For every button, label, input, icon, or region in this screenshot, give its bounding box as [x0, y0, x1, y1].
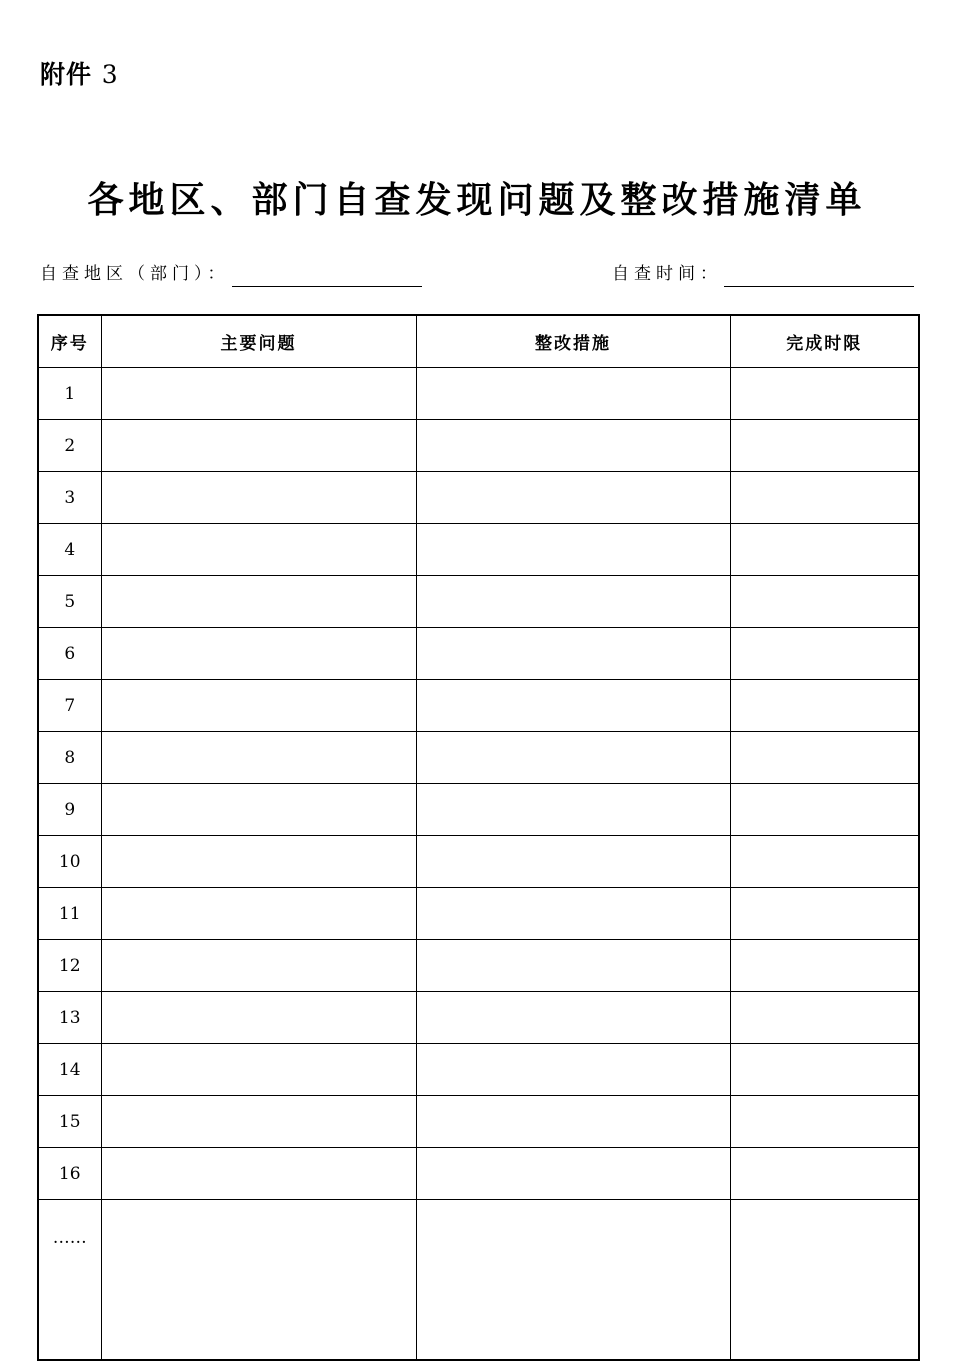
measure-cell[interactable]: [416, 1044, 730, 1096]
measure-cell[interactable]: [416, 368, 730, 420]
table-row: [38, 420, 919, 472]
table-row: [38, 940, 919, 992]
issue-cell[interactable]: [101, 680, 416, 732]
seq-cell: 11: [38, 888, 101, 940]
deadline-cell[interactable]: [730, 524, 919, 576]
region-label: 自查地区（部门）：: [40, 264, 230, 284]
measure-cell[interactable]: [416, 680, 730, 732]
header-deadline: 完成时限: [730, 315, 919, 368]
seq-cell: 15: [38, 1096, 101, 1148]
attachment-number: 3: [101, 60, 119, 89]
region-field: [40, 262, 422, 288]
seq-cell: 6: [38, 628, 101, 680]
table-row: [38, 576, 919, 628]
measure-cell[interactable]: [416, 1096, 730, 1148]
measure-cell[interactable]: [416, 836, 730, 888]
issue-cell[interactable]: [101, 836, 416, 888]
deadline-cell[interactable]: [730, 1148, 919, 1200]
measure-cell[interactable]: [416, 1200, 730, 1361]
deadline-cell[interactable]: [730, 1096, 919, 1148]
measure-cell[interactable]: [416, 888, 730, 940]
deadline-cell[interactable]: [730, 368, 919, 420]
issue-cell[interactable]: [101, 576, 416, 628]
document-title: 各地区、部门自查发现问题及整改措施清单: [87, 179, 867, 221]
issue-cell[interactable]: [101, 472, 416, 524]
measure-cell[interactable]: [416, 1148, 730, 1200]
table-row: [38, 784, 919, 836]
table-row: [38, 992, 919, 1044]
issue-cell[interactable]: [101, 940, 416, 992]
seq-cell: 9: [38, 784, 101, 836]
deadline-cell[interactable]: [730, 836, 919, 888]
issue-cell[interactable]: [101, 1148, 416, 1200]
measure-cell[interactable]: [416, 420, 730, 472]
issue-cell[interactable]: [101, 992, 416, 1044]
seq-cell: 5: [38, 576, 101, 628]
time-blank-line[interactable]: [724, 262, 914, 287]
deadline-cell[interactable]: [730, 628, 919, 680]
issue-table: [37, 314, 920, 1361]
issue-cell[interactable]: [101, 628, 416, 680]
seq-cell: ……: [38, 1200, 101, 1361]
header-issue: 主要问题: [101, 315, 416, 368]
table-row: [38, 1096, 919, 1148]
measure-cell[interactable]: [416, 524, 730, 576]
issue-cell[interactable]: [101, 524, 416, 576]
deadline-cell[interactable]: [730, 992, 919, 1044]
issue-cell[interactable]: [101, 1044, 416, 1096]
header-measure: 整改措施: [416, 315, 730, 368]
issue-cell[interactable]: [101, 784, 416, 836]
time-label: 自查时间：: [612, 264, 722, 284]
deadline-cell[interactable]: [730, 732, 919, 784]
table-row: [38, 888, 919, 940]
seq-cell: 7: [38, 680, 101, 732]
table-row: [38, 680, 919, 732]
table-header-row: [38, 315, 919, 368]
table-row: [38, 1200, 919, 1361]
deadline-cell[interactable]: [730, 1044, 919, 1096]
issue-cell[interactable]: [101, 888, 416, 940]
deadline-cell[interactable]: [730, 420, 919, 472]
measure-cell[interactable]: [416, 940, 730, 992]
table-row: [38, 1044, 919, 1096]
deadline-cell[interactable]: [730, 1200, 919, 1361]
table-row: [38, 628, 919, 680]
seq-cell: 14: [38, 1044, 101, 1096]
seq-cell: 8: [38, 732, 101, 784]
region-blank-line[interactable]: [232, 262, 422, 287]
deadline-cell[interactable]: [730, 472, 919, 524]
seq-cell: 1: [38, 368, 101, 420]
table-row: [38, 1148, 919, 1200]
measure-cell[interactable]: [416, 732, 730, 784]
issue-cell[interactable]: [101, 1200, 416, 1361]
attachment-text: 附件: [40, 60, 93, 89]
measure-cell[interactable]: [416, 628, 730, 680]
seq-cell: 13: [38, 992, 101, 1044]
measure-cell[interactable]: [416, 784, 730, 836]
table-row: [38, 732, 919, 784]
table-row: [38, 836, 919, 888]
issue-cell[interactable]: [101, 1096, 416, 1148]
issue-cell[interactable]: [101, 368, 416, 420]
measure-cell[interactable]: [416, 472, 730, 524]
seq-cell: 12: [38, 940, 101, 992]
deadline-cell[interactable]: [730, 680, 919, 732]
attachment-label: [40, 58, 119, 92]
deadline-cell[interactable]: [730, 576, 919, 628]
seq-cell: 2: [38, 420, 101, 472]
seq-cell: 4: [38, 524, 101, 576]
seq-cell: 3: [38, 472, 101, 524]
table-row: [38, 472, 919, 524]
seq-cell: 10: [38, 836, 101, 888]
measure-cell[interactable]: [416, 992, 730, 1044]
table-row: [38, 524, 919, 576]
header-seq: 序号: [38, 315, 101, 368]
time-field: [612, 262, 914, 288]
seq-cell: 16: [38, 1148, 101, 1200]
deadline-cell[interactable]: [730, 940, 919, 992]
deadline-cell[interactable]: [730, 784, 919, 836]
table-body: [38, 368, 919, 1361]
measure-cell[interactable]: [416, 576, 730, 628]
issue-cell[interactable]: [101, 420, 416, 472]
deadline-cell[interactable]: [730, 888, 919, 940]
issue-cell[interactable]: [101, 732, 416, 784]
table-row: [38, 368, 919, 420]
